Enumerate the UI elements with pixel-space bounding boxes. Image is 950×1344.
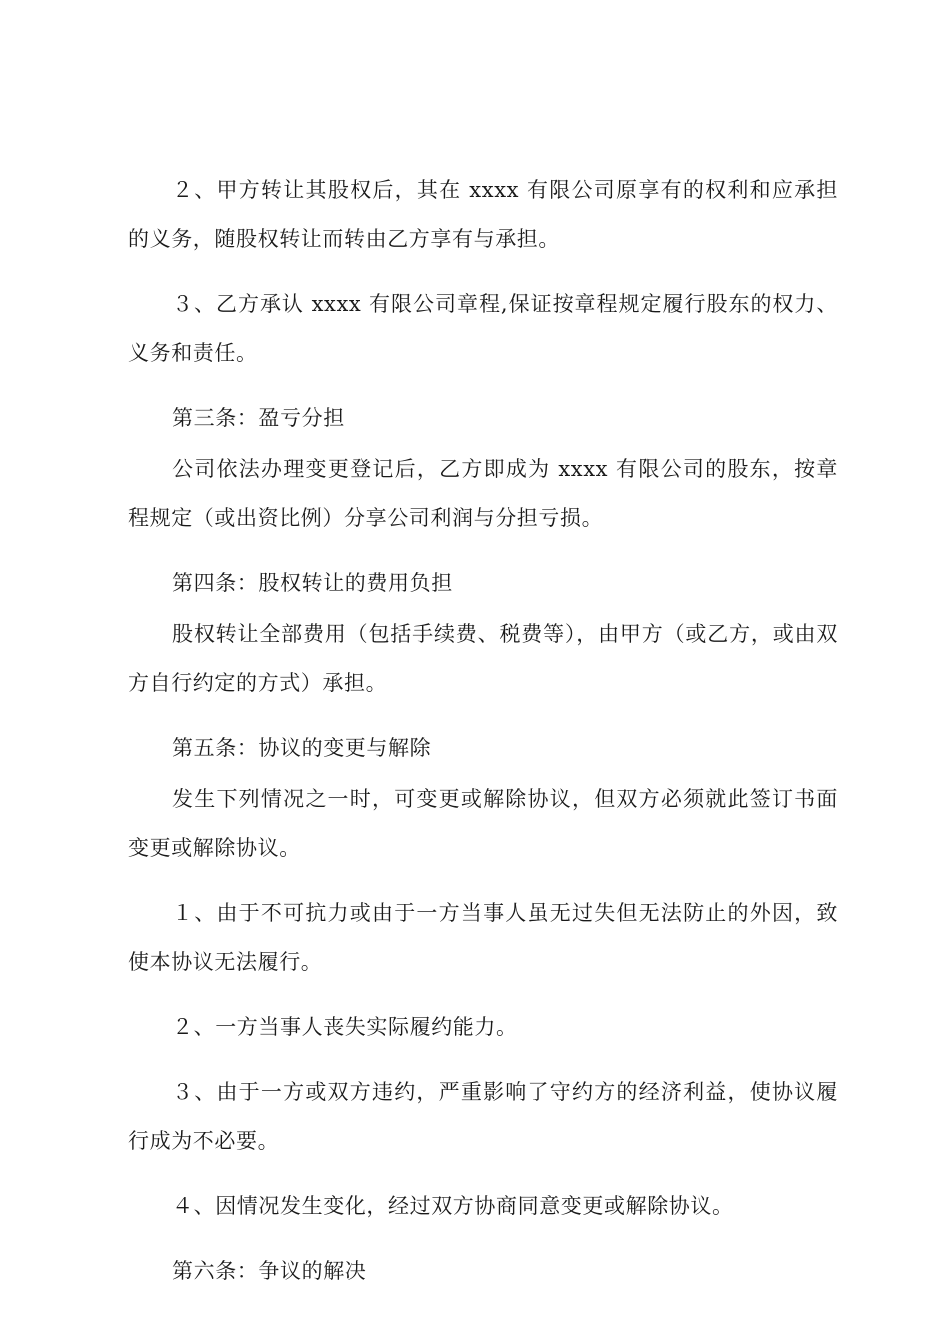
article-4-heading: 第四条：股权转让的费用负担	[172, 571, 453, 595]
article-5-item-3: ３、由于一方或双方违约，严重影响了守约方的经济利益，使协议履行成为不必要。	[128, 1080, 838, 1153]
article-4-body: 股权转让全部费用（包括手续费、税费等），由甲方（或乙方，或由双方自行约定的方式）承担。	[128, 622, 838, 695]
article-3-body: 公司依法办理变更登记后，乙方即成为 xxxx 有限公司的股东，按章程规定（或出资比例）分享公司利润与分担亏损。	[128, 457, 838, 530]
article-5-body: 发生下列情况之一时，可变更或解除协议，但双方必须就此签订书面变更或解除协议。	[128, 787, 838, 860]
article-5-item-4: ４、因情况发生变化，经过双方协商同意变更或解除协议。	[172, 1194, 734, 1218]
paragraph-item-2: ２、甲方转让其股权后，其在 xxxx 有限公司原享有的权利和应承担的义务，随股权转让而转由乙方享有与承担。	[128, 178, 838, 251]
article-6-heading: 第六条：争议的解决	[172, 1259, 367, 1283]
article-5-item-1: １、由于不可抗力或由于一方当事人虽无过失但无法防止的外因，致使本协议无法履行。	[128, 901, 838, 974]
article-5-heading: 第五条：协议的变更与解除	[172, 736, 432, 760]
article-3-heading: 第三条：盈亏分担	[172, 406, 345, 430]
article-5-item-2: ２、一方当事人丧失实际履约能力。	[172, 1015, 518, 1039]
paragraph-item-3: ３、乙方承认 xxxx 有限公司章程,保证按章程规定履行股东的权力、义务和责任。	[128, 292, 838, 365]
document-body	[128, 166, 838, 1298]
